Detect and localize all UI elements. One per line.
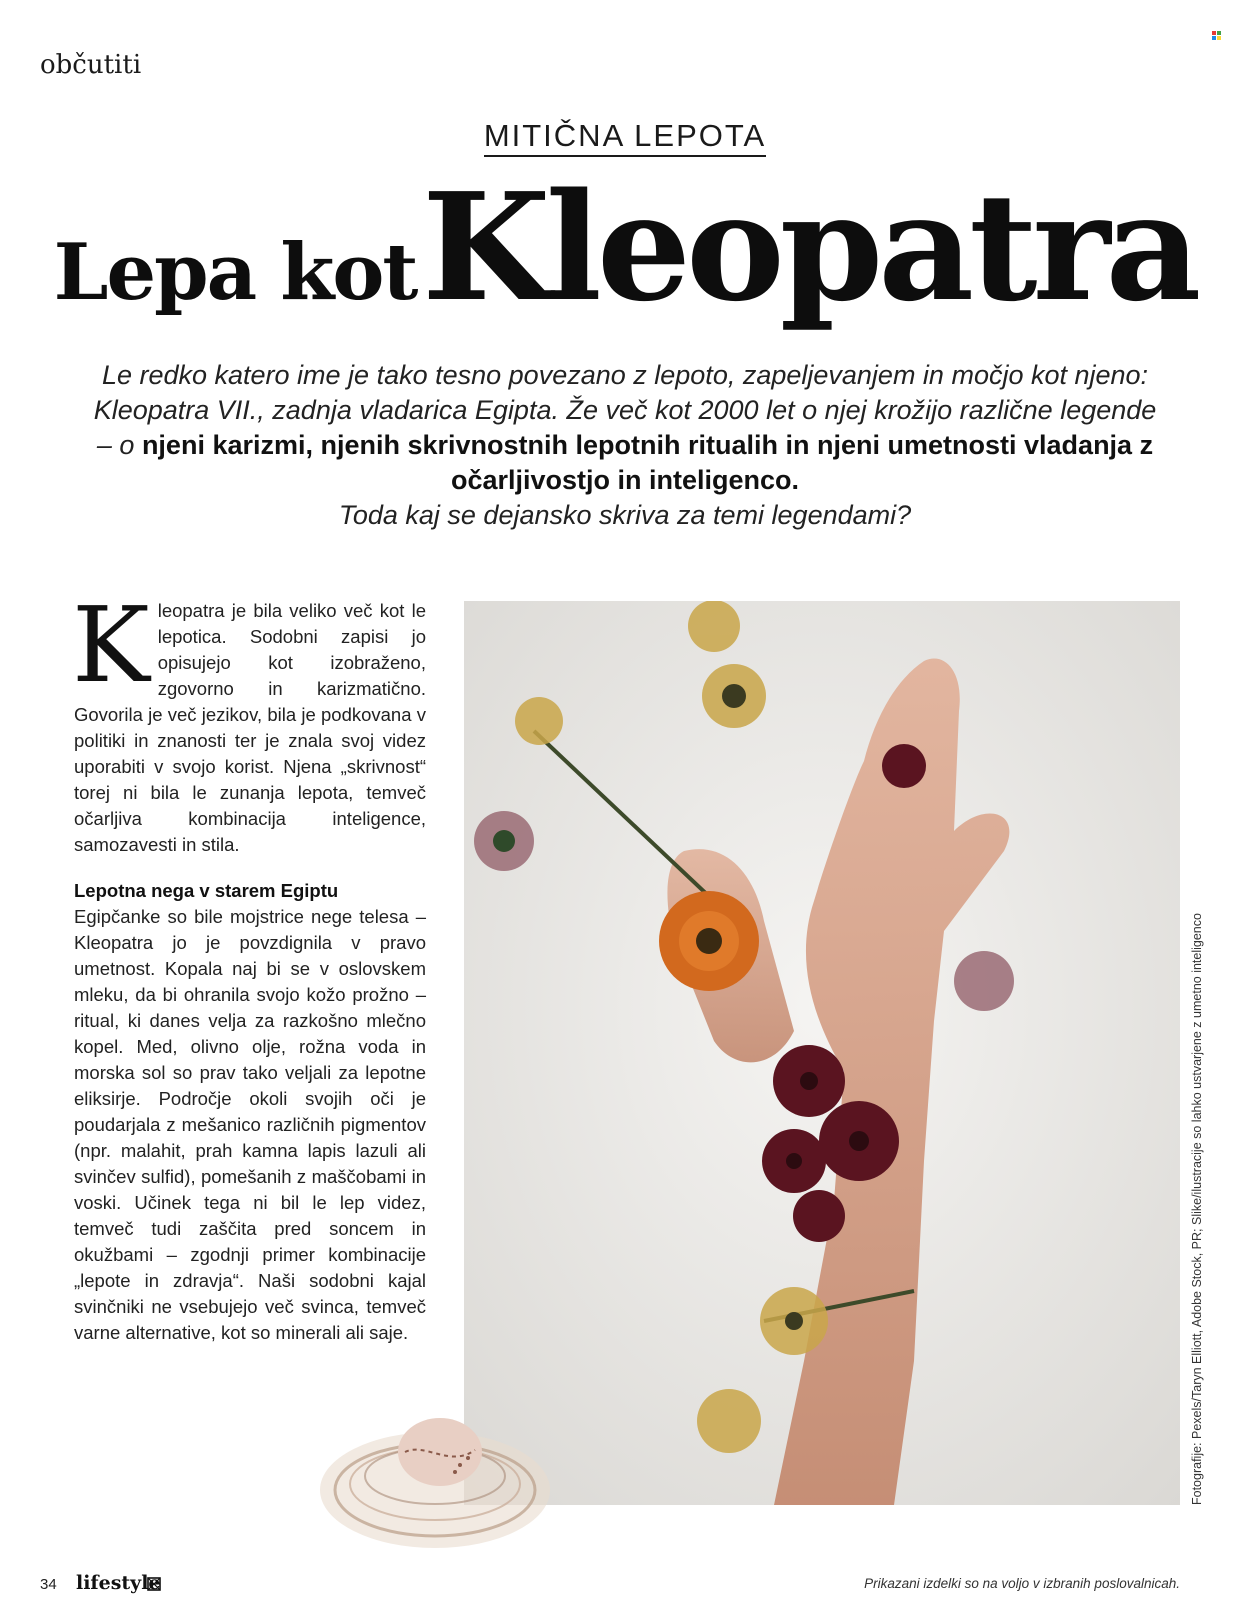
headline-big: Kleopatra (422, 160, 1197, 334)
intro-paragraph (72, 584, 426, 858)
footer-brand: lifestyle (76, 1572, 161, 1594)
disclaimer: Prikazani izdelki so na voljo v izbranih poslovalnicah. (864, 1576, 1180, 1591)
brand-icon (146, 1576, 162, 1592)
headline-small: Lepa kot (53, 227, 417, 318)
lead-text-1: Le redko katero ime je tako tesno povezano z lepoto, zapeljevanjem in močjo kot njeno: Kleopatra VII., zadnja vladarica Egipta. Že več kot 2000 let o njej krožijo različne legende – o (93, 360, 1157, 460)
nest-egg-icon (310, 1380, 560, 1560)
kicker-text: MITIČNA LEPOTA (484, 118, 766, 157)
section-tag: občutiti (40, 50, 142, 80)
headline (0, 160, 1250, 350)
kicker (0, 118, 1250, 154)
nest-illustration (310, 1380, 560, 1560)
photo-credit: Fotografije: Pexels/Taryn Elliott, Adobe Stock, PR; Slike/ilustracije so lahko ustvarjene z umetno inteligenco (1190, 913, 1204, 1505)
body-paragraph: Egipčanke so bile mojstrice nege telesa – Kleopatra jo je povzdignila v pravo umetnost. Kopala naj bi se v oslovskem mleku, da bi ohranila svojo kožo prožno – ritual, ki danes velja za razkošno mlečno kopel. Med, olivno olje, rožna voda in morska sol so prav tako veljali za lepotne eliksirje. Področje okoli svojih oči je poudarjala z mešanico različnih pigmentov (npr. malahit, prah kamna lapis lazuli ali svinčev sulfid), pomešanih z maščobami in voski. Učinek tega ni bil le lep videz, temveč tudi zaščita pred soncem in okužbami – zgodnji primer kombinacije „lepote in zdravja“. Naši sodobni kajal svinčniki ne vsebujejo več svinca, temveč varne alternative, kot so minerali ali saje. (74, 906, 426, 1343)
drop-cap: K (72, 584, 150, 706)
main-photo (464, 601, 1180, 1505)
intro-text: leopatra je bila veliko več kot le lepotica. Sodobni zapisi jo opisujejo kot izobraženo, zgovorno in karizmatično. Govorila je več jezikov, bila je podkovana v politiki in znanosti ter je znala svoj videz uporabiti v svojo korist. Njena „skrivnost“ torej ni bila le zunanja lepota, temveč očarljiva kombinacija inteligence, samozavesti in stila. (74, 600, 426, 855)
milk-bath-photo-icon (464, 601, 1180, 1505)
body-column (72, 584, 426, 1366)
subheading: Lepotna nega v starem Egiptu (74, 880, 339, 901)
corner-logo-icon (1212, 31, 1221, 40)
lead-bold: njeni karizmi, njenih skrivnostnih lepotnih ritualih in njeni umetnosti vladanja z očarljivostjo in inteligenco. (141, 430, 1154, 495)
lead-paragraph (90, 358, 1160, 533)
page-number: 34 (40, 1576, 57, 1593)
lead-text-2: Toda kaj se dejansko skriva za temi legendami? (338, 500, 912, 530)
